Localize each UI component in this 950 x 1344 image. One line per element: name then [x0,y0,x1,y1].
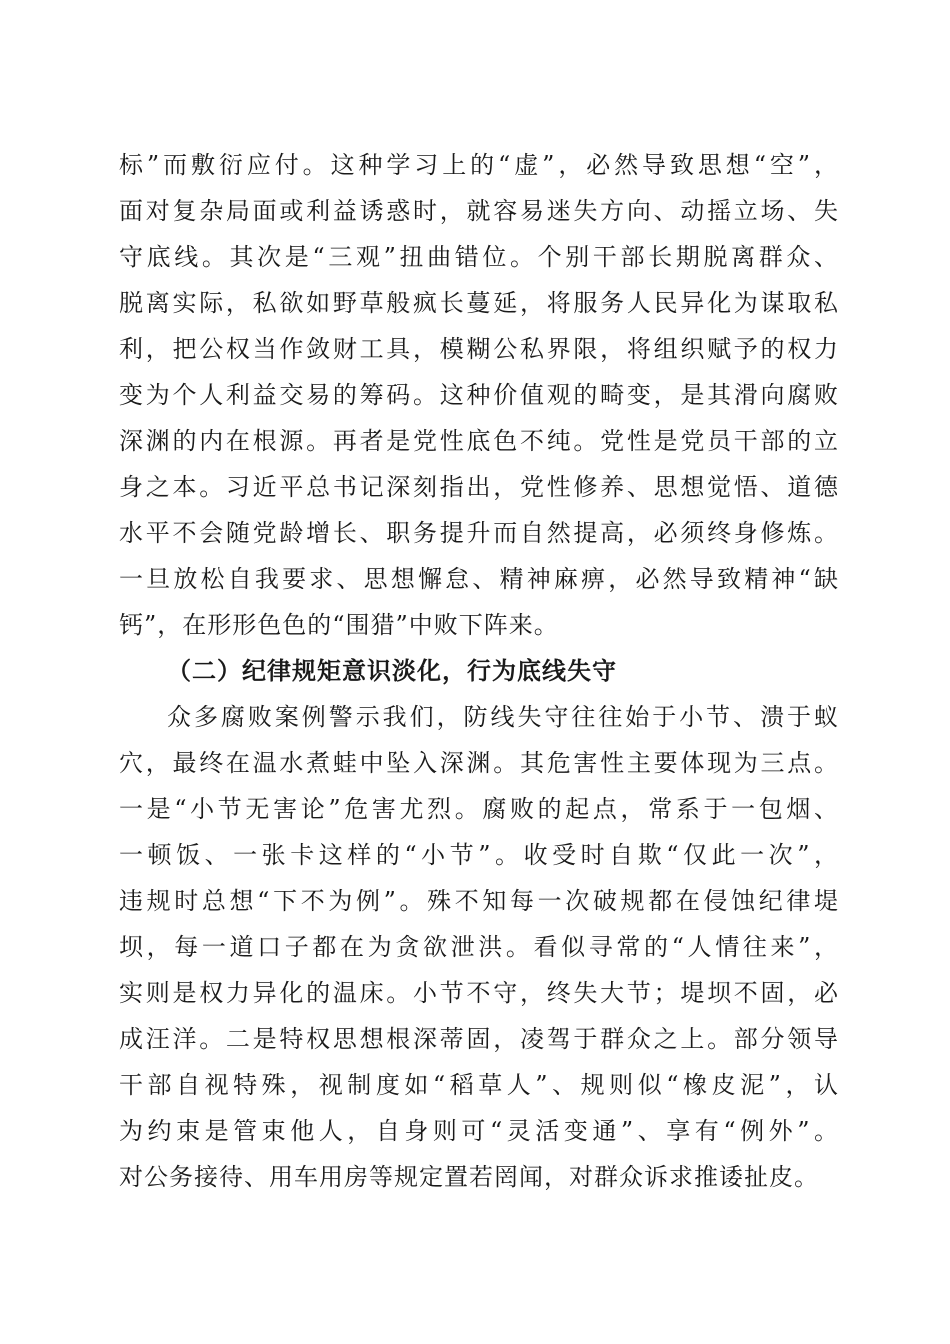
text-line: 面对复杂局面或利益诱惑时，就容易迷失方向、动摇立场、失 [119,197,839,225]
text-line: 脱离实际，私欲如野草般疯长蔓延，将服务人民异化为谋取私 [119,289,839,317]
text-line: 一旦放松自我要求、思想懈怠、精神麻痹，必然导致精神“缺 [119,565,839,593]
text-line: 一是“小节无害论”危害尤烈。腐败的起点，常系于一包烟、 [119,795,839,823]
text-line: 众多腐败案例警示我们，防线失守往往始于小节、溃于蚁 [167,703,839,731]
text-line: 实则是权力异化的温床。小节不守，终失大节；堤坝不固，必 [119,979,839,1007]
text-line: 守底线。其次是“三观”扭曲错位。个别干部长期脱离群众、 [119,243,839,271]
text-line: 为约束是管束他人，自身则可“灵活变通”、享有“例外”。 [119,1117,839,1145]
text-line: 一顿饭、一张卡这样的“小节”。收受时自欺“仅此一次”， [119,841,839,869]
text-line: 水平不会随党龄增长、职务提升而自然提高，必须终身修炼。 [119,519,839,547]
text-line: 对公务接待、用车用房等规定置若罔闻，对群众诉求推诿扯皮。 [119,1163,819,1191]
text-line: 坝，每一道口子都在为贪欲泄洪。看似寻常的“人情往来”， [119,933,839,961]
text-line: 利，把公权当作敛财工具，模糊公私界限，将组织赋予的权力 [119,335,839,363]
text-line: 穴，最终在温水煮蛙中坠入深渊。其危害性主要体现为三点。 [119,749,839,777]
text-line: 成汪洋。二是特权思想根深蒂固，凌驾于群众之上。部分领导 [119,1025,839,1053]
text-line: 标”而敷衍应付。这种学习上的“虚”，必然导致思想“空”， [119,151,839,179]
text-line: 违规时总想“下不为例”。殊不知每一次破规都在侵蚀纪律堤 [119,887,839,915]
text-line: 钙”，在形形色色的“围猎”中败下阵来。 [119,611,559,639]
text-line: 身之本。习近平总书记深刻指出，党性修养、思想觉悟、道德 [119,473,839,501]
section-heading: （二）纪律规矩意识淡化，行为底线失守 [167,657,617,685]
text-line: 干部自视特殊，视制度如“稻草人”、规则似“橡皮泥”，认 [119,1071,839,1099]
text-line: 深渊的内在根源。再者是党性底色不纯。党性是党员干部的立 [119,427,839,455]
text-line: 变为个人利益交易的筹码。这种价值观的畸变，是其滑向腐败 [119,381,839,409]
